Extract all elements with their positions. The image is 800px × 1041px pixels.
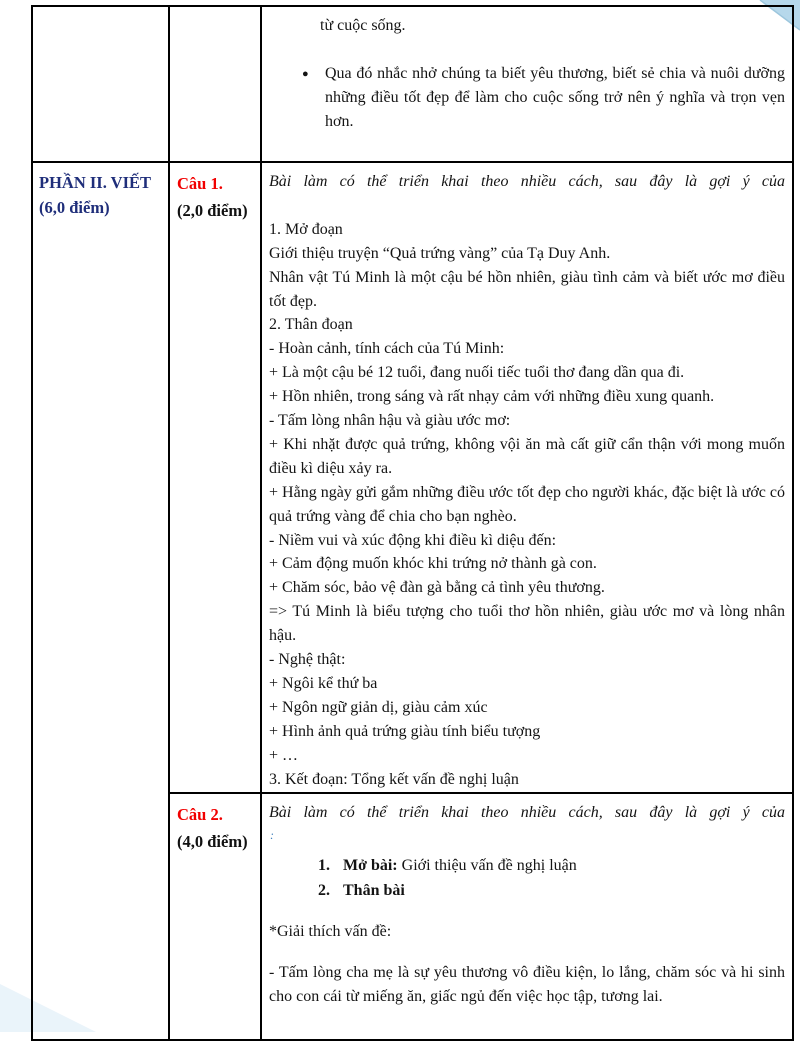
outline-line: 2. Thân đoạn [269, 316, 353, 334]
item-lead: Mở bài: [343, 857, 398, 875]
outline-line: - Niềm vui và xúc động khi điều kì diệu đến: [269, 531, 557, 549]
question1-points: (2,0 điểm) [177, 201, 248, 220]
empty-cell [32, 6, 169, 162]
item-lead: Thân bài [343, 882, 405, 900]
section-title: PHẦN II. VIẾT [39, 173, 152, 192]
answer-key-table [31, 5, 794, 1041]
outline-line: + Khi nhặt được quả trứng, không vội ăn mà cất giữ cẩn thận với mong muốn điều kì diệu xảy ra. [269, 435, 785, 477]
outline-line: + Hình ảnh quả trứng giàu tính biểu tượng [269, 722, 541, 740]
reading-answer-cell [261, 6, 793, 162]
item-number: 1. [318, 857, 330, 875]
outline-line: + Hằng ngày gửi gắm những điều ước tốt đẹp cho người khác, đặc biệt là ước có quả trứng vàng để chia cho bạn nghèo. [269, 483, 785, 525]
numbered-item [269, 853, 785, 878]
question1-label: Câu 1. [177, 174, 223, 193]
outline-line: + Là một cậu bé 12 tuổi, đang nuối tiếc tuổi thơ đang dần qua đi. [269, 364, 685, 382]
blue-mark: : [270, 828, 274, 843]
question2-label: Câu 2. [177, 804, 223, 824]
outline-line: + Ngôi kể thứ ba [269, 675, 378, 693]
outline-line: Giới thiệu truyện “Quả trứng vàng” của Tạ Duy Anh. [269, 244, 611, 262]
item-number: 2. [318, 882, 330, 900]
empty-cell [169, 6, 261, 162]
outline-line: - Tấm lòng nhân hậu và giàu ước mơ: [269, 412, 511, 430]
outline-line: + … [269, 746, 299, 764]
section-points: (6,0 điểm) [39, 198, 110, 217]
question1-cell [169, 162, 261, 793]
question1-answer-cell [261, 162, 793, 793]
outline-line: 3. Kết đoạn: Tổng kết vấn đề nghị luận [269, 770, 519, 788]
outline-line: + Hồn nhiên, trong sáng và rất nhạy cảm với những điều xung quanh. [269, 388, 715, 406]
question2-answer-cell [261, 793, 793, 1040]
outline-line: + Cảm động muốn khóc khi trứng nở thành gà con. [269, 555, 597, 573]
body-paragraph: - Tấm lòng cha mẹ là sự yêu thương vô điều kiện, lo lắng, chăm sóc và hi sinh cho con cái từ miếng ăn, giấc ngủ đến việc học tập, tương lai. [269, 964, 785, 1006]
outline-line: - Nghệ thật: [269, 651, 346, 669]
numbered-item [269, 878, 785, 903]
intro-line: Bài làm có thể triển khai theo nhiều cách, sau đây là gợi ý của [269, 803, 785, 821]
question2-cell [169, 793, 261, 1040]
bullet-text: Qua đó nhắc nhở chúng ta biết yêu thương, biết sẻ chia và nuôi dưỡng những điều tốt đẹp để làm cho cuộc sống trở nên ý nghĩa và trọn vẹn hơn. [325, 64, 785, 130]
explain-heading: *Giải thích vấn đề: [269, 923, 392, 941]
outline-line: => Tú Minh là biểu tượng cho tuổi thơ hồn nhiên, giàu ước mơ và lòng nhân hậu. [269, 603, 785, 645]
outline-line: Nhân vật Tú Minh là một cậu bé hồn nhiên, giàu tình cảm và biết ước mơ điều tốt đẹp. [269, 268, 785, 310]
outline-line: - Hoàn cảnh, tính cách của Tú Minh: [269, 340, 505, 358]
outline-line: 1. Mở đoạn [269, 220, 343, 238]
section-cell [32, 162, 169, 1040]
bullet-item [269, 62, 785, 134]
question2-points: (4,0 điểm) [177, 831, 248, 851]
outline-line: + Chăm sóc, bảo vệ đàn gà bằng cả tình yêu thương. [269, 579, 605, 597]
intro-line: Bài làm có thể triển khai theo nhiều cách, sau đây là gợi ý của [269, 173, 785, 190]
continuation-line: từ cuộc sống. [320, 17, 406, 34]
outline-line: + Ngôn ngữ giản dị, giàu cảm xúc [269, 698, 488, 716]
bullet-icon: ● [302, 67, 309, 80]
item-text: Giới thiệu vấn đề nghị luận [397, 857, 577, 875]
